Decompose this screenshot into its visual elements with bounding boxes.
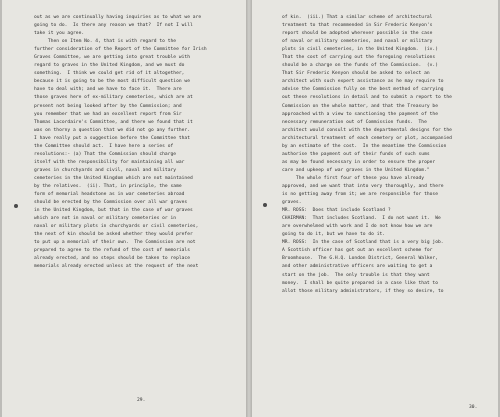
text-line: Thomas Lacordaire's Committee, and there we found that it — [34, 119, 193, 125]
text-line: regard to graves in the United Kingdom, and we must do — [34, 63, 185, 69]
text-line: graves in churchyards and civil, naval and military — [34, 167, 177, 173]
text-line: are overwhelmed with work and I do not know how we are — [282, 224, 433, 230]
text-line: by an estimate of the cost. In the meantime the Commission — [282, 143, 447, 149]
text-line: in the United Kingdom, but that in the case of war graves — [34, 208, 193, 214]
punch-hole — [14, 204, 18, 208]
text-line: I have really put a suggestion before the Committee that — [34, 135, 190, 141]
text-line: resolutions:- (a) That the Commission should charge — [34, 151, 177, 157]
text-line: should be erected by the Commission over all war graves — [34, 200, 188, 206]
text-line: those graves here of ex-military cemeteries, which are at — [34, 95, 193, 101]
text-line: cemeteries in the United Kingdom which are not maintained — [34, 175, 193, 181]
text-line: further consideration of the Report of the Committee for Irish — [34, 47, 207, 53]
text-line: graves. — [282, 200, 302, 206]
text-line: is no getting away from it; we are responsible for those — [282, 192, 438, 198]
text-line: care and upkeep of war graves in the United Kingdom." — [282, 167, 430, 173]
text-line: approached with a view to sanctioning the payment of the — [282, 111, 438, 117]
text-line: That Sir Frederic Kenyon should be asked to select an — [282, 71, 430, 77]
text-line: Commission on the whole matter, and that the Treasury be — [282, 103, 438, 109]
text-line: by the relatives. (ii). That, in principle, the same — [34, 183, 182, 189]
text-line: plots in civil cemeteries, in the United Kingdom. (iv.) — [282, 47, 438, 53]
text-line: have to deal with; and we have to face it. There are — [34, 87, 182, 93]
text-line: money. I shall be quite prepared in a case like that to — [282, 280, 438, 286]
text-line: the Committee should act. I have here a series of — [34, 143, 174, 149]
text-line: architect would consult with the departmental designs for the — [282, 127, 452, 133]
text-line: report should be adopted wherever possible in the case — [282, 31, 433, 37]
page-number: 29. — [137, 398, 146, 403]
text-line: authorise the payment out of their funds of such sums — [282, 151, 430, 157]
text-line: already erected, and no steps should be taken to replace — [34, 256, 190, 262]
text-line: something. I think we could get rid of it altogether, — [34, 71, 185, 77]
text-line: as may be found necessary in order to ensure the proper — [282, 159, 436, 165]
text-line: the next of kin should be asked whether they would prefer — [34, 232, 193, 238]
text-line: naval or military plots in churchyards or civil cemeteries, — [34, 224, 199, 230]
text-line: The whole first four of these you have already — [282, 175, 425, 181]
text-line: architect with such expert assistance as he may require to — [282, 79, 444, 85]
text-line: memorials already erected unless at the request of the next — [34, 264, 199, 270]
page-number: 30. — [469, 405, 478, 410]
text-line: MR. ROSS: In the case of Scotland that is a very big job. — [282, 240, 444, 246]
text-line: form of memorial headstone as in war cemeteries abroad — [34, 192, 185, 198]
text-line: was on thorny a question that we did not go any further. — [34, 127, 190, 133]
text-line: going to do it, but we have to do it. — [282, 232, 386, 238]
text-line: Graves Committee, we are getting into great trouble with — [34, 55, 190, 61]
text-line: start on the job. The only trouble is that they want — [282, 272, 430, 278]
text-line: necessary remuneration out of Commission funds. The — [282, 119, 427, 125]
text-line: prepared to agree to the refund of the cost of memorials — [34, 248, 190, 254]
text-line: approved, and we want that into very thoroughly, and there — [282, 183, 444, 189]
text-line: because it is going to be the most difficult question we — [34, 79, 190, 85]
text-line: present not being looked after by the Commission; and — [34, 103, 182, 109]
text-line: A Scottish officer has got out an excellent scheme for — [282, 248, 433, 254]
right-page-text — [282, 14, 486, 296]
text-line: Broomhouse. The G.H.Q. London District, General Walker, — [282, 256, 438, 262]
text-line: should be a charge on the funds of the Commission. (v.) — [282, 63, 438, 69]
text-line: of kin. (iii.) That a similar scheme of architectural — [282, 15, 433, 20]
punch-hole — [263, 203, 267, 207]
text-line: out as we are continually having inquiries as to what we are — [34, 15, 202, 20]
text-line: CHAIRMAN: That includes Scotland. I do not want it. We — [282, 216, 441, 222]
text-line: advise the Commission fully on the best method of carrying — [282, 87, 444, 93]
text-line: itself with the responsibility for maintaining all war — [34, 159, 185, 165]
text-line: out these resolutions in detail and to submit a report to the — [282, 95, 452, 101]
right-page — [252, 0, 498, 417]
left-page-text — [34, 14, 230, 272]
text-line: to put up a memorial of their own. The Commission are not — [34, 240, 196, 246]
text-line: MR. ROSS: Does that include Scotland ? — [282, 208, 391, 214]
text-line: going to do. Is there any reason we that? If not I will — [34, 23, 193, 29]
text-line: of naval or military cemeteries, and naval or military — [282, 39, 433, 45]
left-page — [2, 0, 246, 417]
text-line: That the cost of carrying out the foregoing resolutions — [282, 55, 436, 61]
text-line: treatment to that recommended in Sir Frederic Kenyon's — [282, 23, 433, 29]
text-line: allot those military administrators, if they so desire, to — [282, 288, 444, 294]
text-line: take it you agree. — [34, 31, 85, 37]
text-line: and other administrative officers are waiting to get a — [282, 264, 433, 270]
text-line: which are not in naval or military cemeteries or in — [34, 216, 177, 222]
text-line: architectural treatment of each cemetery or plot, accompanied — [282, 135, 452, 141]
text-line: Then on Item No. 4, that is with regard to the — [34, 39, 177, 45]
text-line: you remember that we had an excellent report from Sir — [34, 111, 182, 117]
